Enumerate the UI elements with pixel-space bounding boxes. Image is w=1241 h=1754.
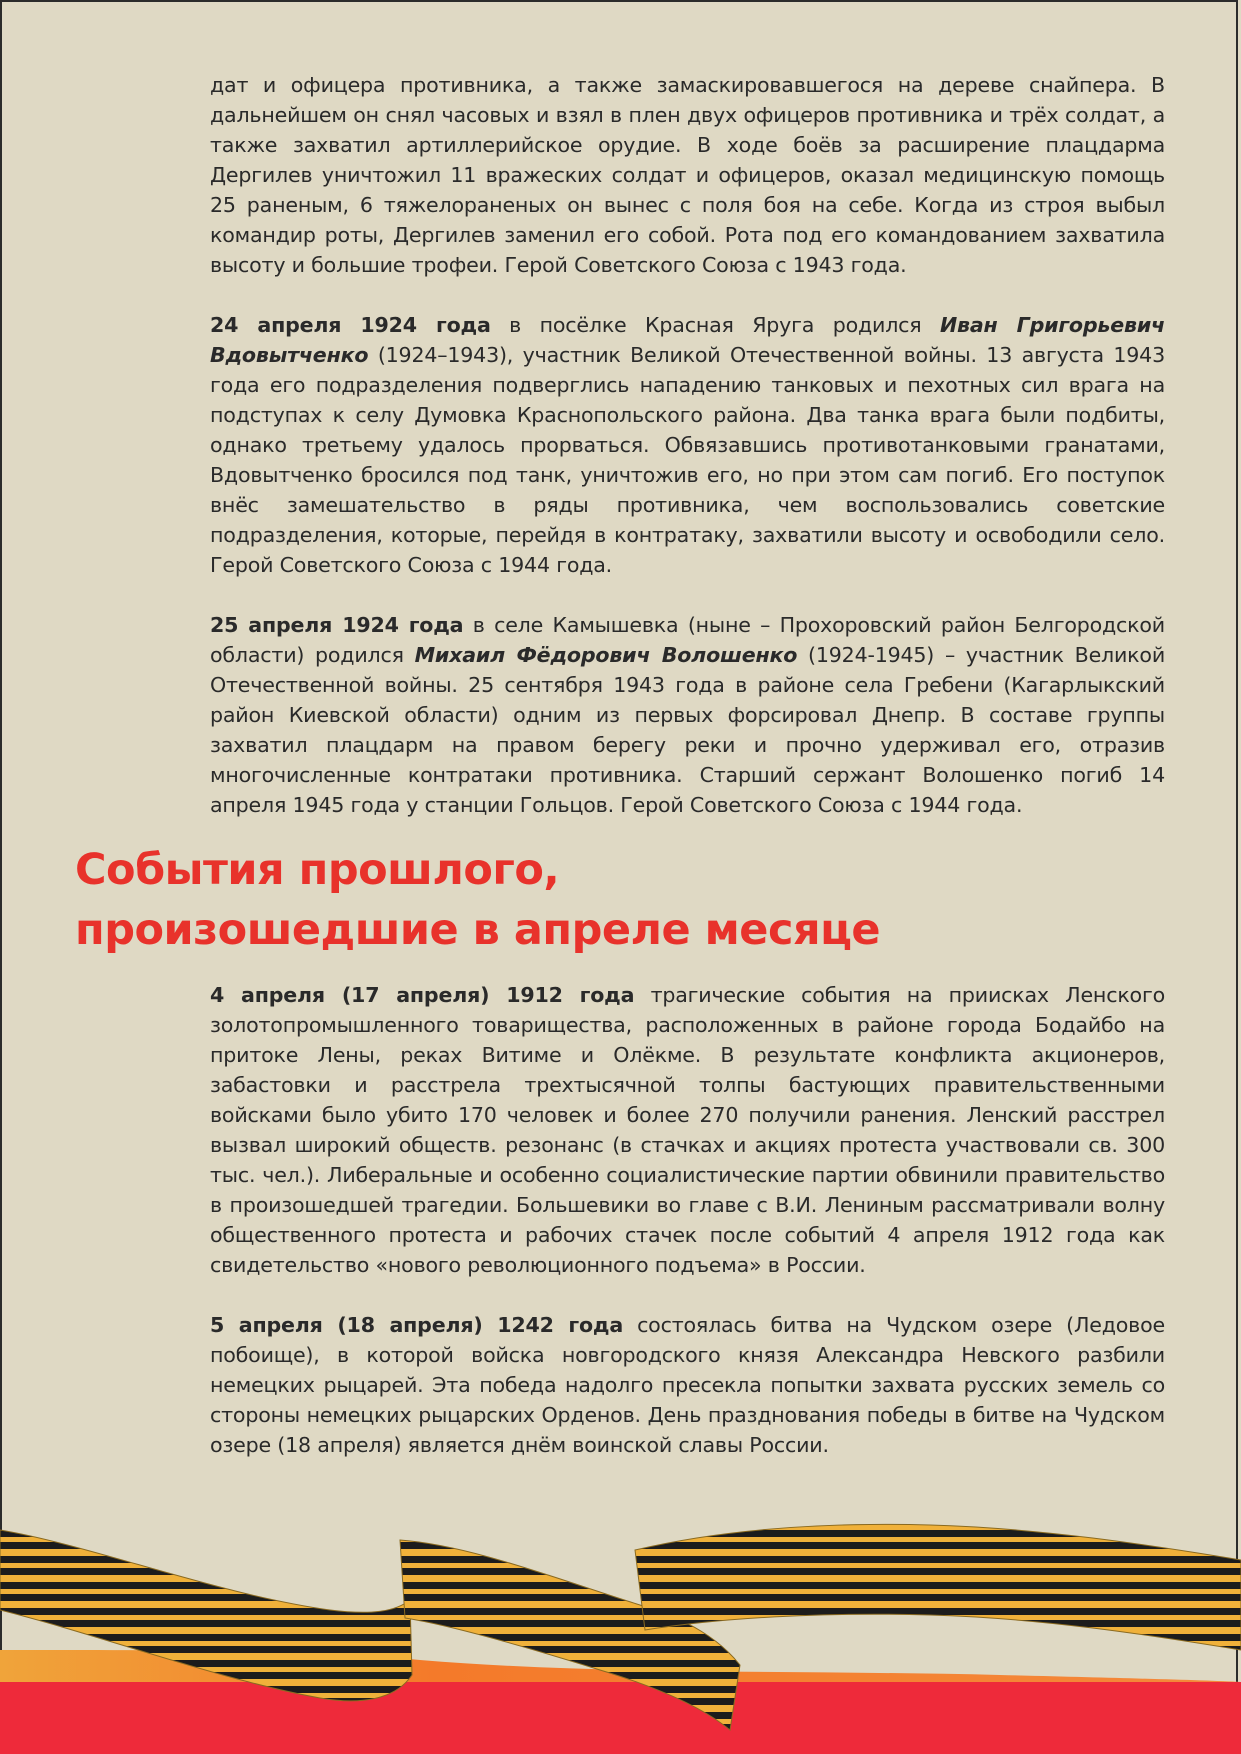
- entry-text: трагические события на приисках Ленского золотопромышленного товарищества, расположенных в районе города Бодайбо на притоке Лены, реках Витиме и Олёкме. В результате конфликта акционеров, забастовки и расстрела трехтысячной толпы бастующих правительственными войсками было убито 170 человек и более 270 получили ранения. Ленский расстрел вызвал широкий обществ. резонанс (в стачках и акциях протеста участвовали св. 300 тыс. чел.). Либеральные и особенно социалистические партии обвинили правительство в произошедшей трагедии. Большевики во главе с В.И. Лениным рассматривали волну общественного протеста и рабочих стачек после событий 4 апреля 1912 года как свидетельство «нового революционного подъема» в России.: [210, 983, 1165, 1277]
- entry-event-2: [210, 1310, 1165, 1460]
- entry-event-1-paragraph: [210, 980, 1165, 1280]
- entry-date: 5 апреля (18 апреля) 1242 года: [210, 1313, 624, 1337]
- entry-date: 24 апреля 1924 года: [210, 313, 491, 337]
- entry-text: (1924–1943), участник Великой Отечественной войны. 13 августа 1943 года его подразделения подверглись нападению танковых и пехотных сил врага на подступах к селу Думовка Краснопольского района. Два танка врага были подбиты, однако третьему удалось прорваться. Обвязавшись противотанковыми гранатами, Вдовытченко бросился под танк, уничтожив его, но при этом сам погиб. Его поступок внёс замешательство в ряды противника, чем воспользовались советские подразделения, которые, перейдя в контратаку, захватили высоту и освободили село. Герой Советского Союза с 1944 года.: [210, 343, 1165, 577]
- person-name: Иван Григорьевич Вдовытченко: [210, 313, 1165, 367]
- section-heading-line-2: произошедшие в апреле месяце: [75, 905, 881, 955]
- person-name: Михаил Фёдорович Волошенко: [414, 643, 798, 667]
- entry-hero-1: [210, 310, 1165, 580]
- continuation-text: дат и офицера противника, а также замаскировавшегося на дереве снайпера. В дальнейшем он снял часовых и взял в плен двух офицеров противника и трёх солдат, а также захватил артиллерийское орудие. В ходе боёв за расширение плацдарма Дергилев уничтожил 11 вражеских солдат и офицеров, оказал медицинскую помощь 25 раненым, 6 тяжелораненых он вынес с поля боя на себе. Когда из строя выбыл командир роты, Дергилев заменил его собой. Рота под его командованием захватила высоту и большие трофеи. Герой Советского Союза с 1943 года.: [210, 73, 1165, 277]
- entry-event-1: [210, 980, 1165, 1280]
- section-heading-line-1: События прошлого,: [75, 845, 560, 895]
- entry-text: в селе Камышевка (ныне – Прохоровский район Белгородской области) родился: [210, 613, 1165, 667]
- entry-hero-2: [210, 610, 1165, 820]
- entry-text: (1924-1945) – участник Великой Отечественной войны. 25 сентября 1943 года в районе села Гребени (Кагарлыкский район Киевской области) одним из первых форсировал Днепр. В составе группы захватил плацдарм на правом берегу реки и прочно удерживал его, отразив многочисленные контратаки противника. Старший сержант Волошенко погиб 14 апреля 1945 года у станции Гольцов. Герой Советского Союза с 1944 года.: [210, 643, 1166, 817]
- entry-date: 25 апреля 1924 года: [210, 613, 464, 637]
- section-heading: [75, 840, 1075, 960]
- entry-hero-2-paragraph: [210, 610, 1165, 820]
- entry-text: в посёлке Красная Яруга родился: [490, 313, 940, 337]
- entry-hero-1-paragraph: [210, 310, 1165, 580]
- ribbon-right: [635, 1524, 1241, 1650]
- entry-text: состоялась битва на Чудском озере (Ледовое побоище), в которой войска новгородского князя Александра Невского разбили немецких рыцарей. Эта победа надолго пресекла попытки захвата русских земель со стороны немецких рыцарских Орденов. День празднования победы в битве на Чудском озере (18 апреля) является днём воинской славы России.: [210, 1313, 1165, 1457]
- red-band: [0, 1682, 1241, 1754]
- continuation-paragraph: [210, 70, 1165, 280]
- entry-event-2-paragraph: [210, 1310, 1165, 1460]
- entry-date: 4 апреля (17 апреля) 1912 года: [210, 983, 635, 1007]
- st-george-ribbon-decoration: [0, 1500, 1241, 1754]
